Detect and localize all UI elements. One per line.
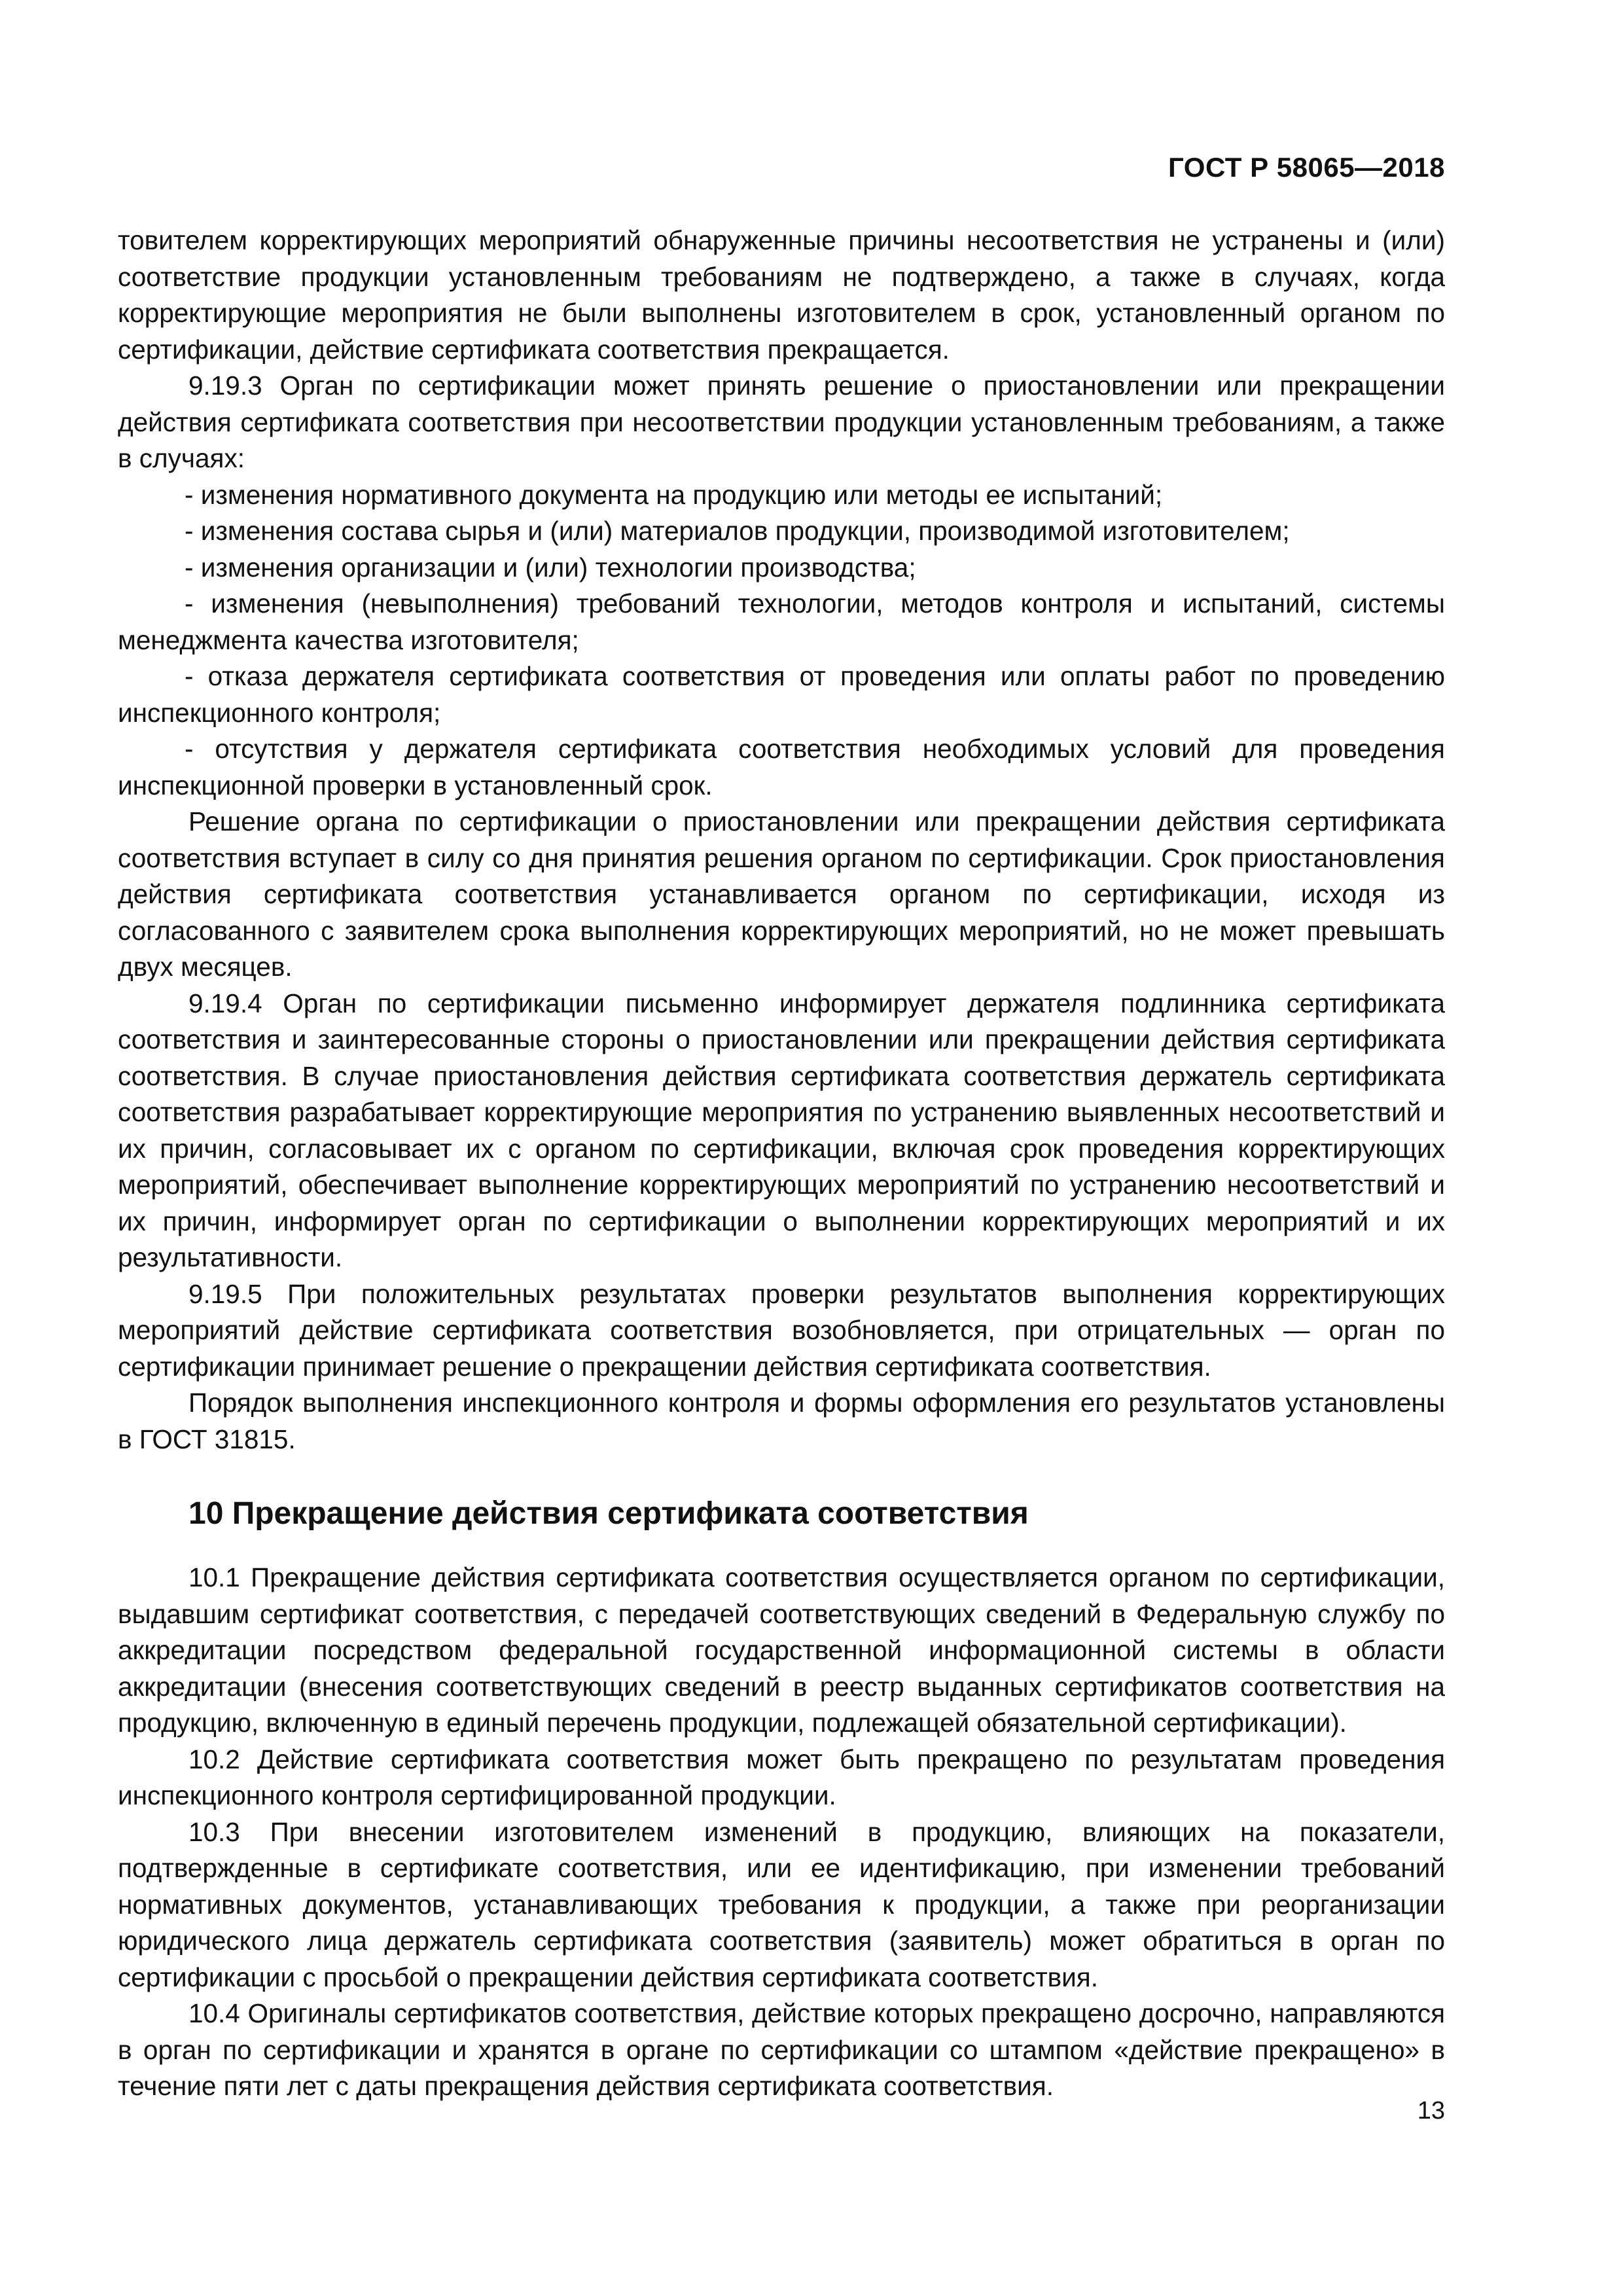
paragraph: Порядок выполнения инспекционного контроля и формы оформления его результатов установлены в ГОСТ 31815. (118, 1388, 1445, 1454)
paragraph: 9.19.4 Орган по сертификации письменно информирует держателя подлинника сертификата соответствия и заинтересованные стороны о приостановлении или прекращении действия сертификата соответствия. В случае приостановления действия сертификата соответствия держатель сертификата соответствия разрабатывает корректирующие мероприятия по устранению выявленных несоответствий и их причин, согласовывает их с органом по сертификации, включая срок проведения корректирующих мероприятий, обеспечивает выполнение корректирующих мероприятий по устранению несоответствий и их причин, информирует орган по сертификации о выполнении корректирующих мероприятий и их результативности. (118, 988, 1445, 1272)
list-item: - изменения состава сырья и (или) материалов продукции, производимой изготовителем; (185, 516, 1290, 546)
paragraph: 10.1 Прекращение действия сертификата соответствия осуществляется органом по сертификации, выдавшим сертификат соответствия, с передачей соответствующих сведений в Федеральную службу по аккредитации посредством федеральной государственной информационной системы в области аккредитации (внесения соответствующих сведений в реестр выданных сертификатов соответствия на продукцию, включенную в единый перечень продукции, подлежащей обязательной сертификации). (118, 1562, 1445, 1738)
list-item: - отсутствия у держателя сертификата соответствия необходимых условий для проведения инспекционной проверки в установленный срок. (118, 734, 1445, 800)
list-item: - изменения (невыполнения) требований технологии, методов контроля и испытаний, системы менеджмента качества изготовителя; (118, 588, 1445, 655)
section-heading: 10 Прекращение действия сертификата соответствия (188, 1496, 1029, 1531)
paragraph: 9.19.3 Орган по сертификации может принять решение о приостановлении или прекращении действия сертификата соответствия при несоответствии продукции установленным требованиям, а также в случаях: (118, 370, 1445, 473)
list-item: - изменения нормативного документа на продукцию или методы ее испытаний; (185, 479, 1163, 510)
document-code: ГОСТ Р 58065—2018 (1168, 152, 1445, 183)
paragraph: Решение органа по сертификации о приостановлении или прекращении действия сертификата соответствия вступает в силу со дня принятия решения органом по сертификации. Срок приостановления действия сертификата соответствия устанавливается органом по сертификации, исходя из согласованного с заявителем срока выполнения корректирующих мероприятий, но не может превышать двух месяцев. (118, 806, 1445, 982)
page-number: 13 (1417, 2097, 1445, 2125)
list-item: - изменения организации и (или) технологии производства; (185, 552, 916, 583)
paragraph: товителем корректирующих мероприятий обнаруженные причины несоответствия не устранены и (или) соответствие продукции установленным требованиям не подтверждено, а также в случаях, когда корректирующие мероприятия не были выполнены изготовителем в срок, установленный органом по сертификации, действие сертификата соответствия прекращается. (118, 225, 1445, 365)
paragraph: 10.3 При внесении изготовителем изменений в продукцию, влияющих на показатели, подтвержденные в сертификате соответствия, или ее идентификацию, при изменении требований нормативных документов, устанавливающих требования к продукции, а также при реорганизации юридического лица держатель сертификата соответствия (заявитель) может обратиться в орган по сертификации с просьбой о прекращении действия сертификата соответствия. (118, 1816, 1445, 1992)
document-body (118, 223, 1445, 2105)
list-item: - отказа держателя сертификата соответствия от проведения или оплаты работ по проведению инспекционного контроля; (118, 661, 1445, 728)
paragraph: 9.19.5 При положительных результатах проверки результатов выполнения корректирующих мероприятий действие сертификата соответствия возобновляется, при отрицательных — орган по сертификации принимает решение о прекращении действия сертификата соответствия. (118, 1278, 1445, 1382)
paragraph: 10.4 Оригиналы сертификатов соответствия, действие которых прекращено досрочно, направляются в орган по сертификации и хранятся в органе по сертификации со штампом «действие прекращено» в течение пяти лет с даты прекращения действия сертификата соответствия. (118, 1998, 1445, 2101)
paragraph: 10.2 Действие сертификата соответствия может быть прекращено по результатам проведения инспекционного контроля сертифицированной продукции. (118, 1744, 1445, 1810)
